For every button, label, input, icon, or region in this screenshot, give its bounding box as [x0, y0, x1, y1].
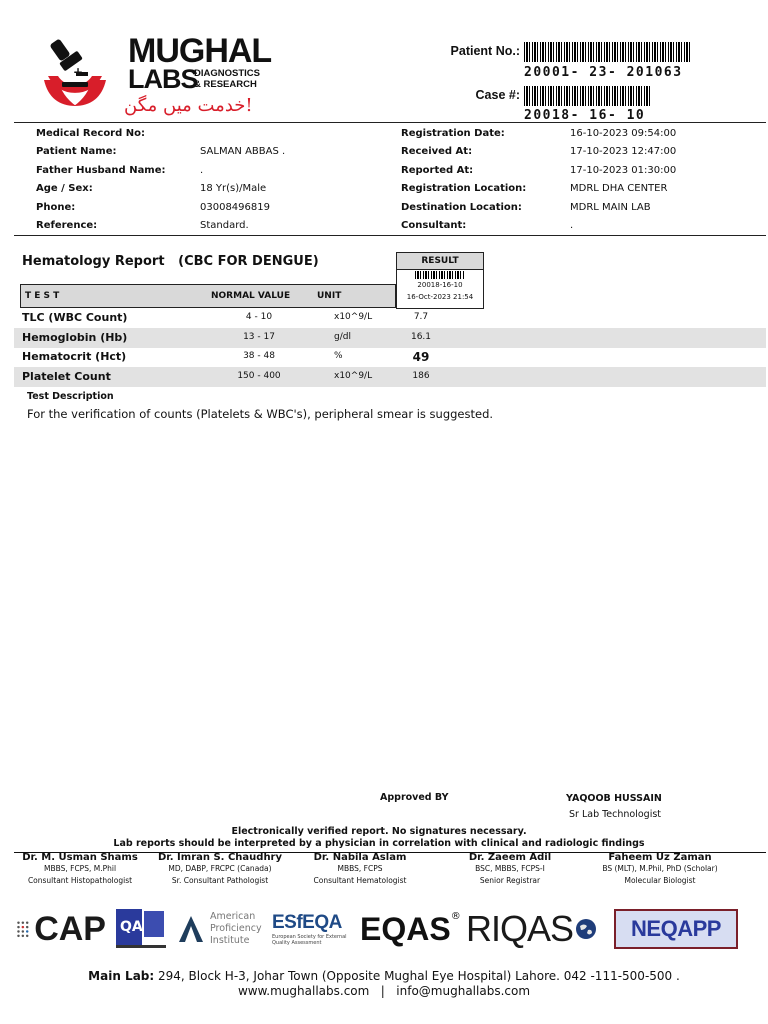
info-divider — [14, 235, 766, 236]
info-value: MDRL DHA CENTER — [570, 183, 668, 194]
info-value: 17-10-2023 01:30:00 — [570, 165, 677, 176]
test-name: Hemoglobin (Hb) — [22, 331, 128, 344]
doctor-role: Molecular Biologist — [624, 876, 696, 885]
report-title-text: Hematology Report — [22, 254, 165, 269]
info-value: . — [200, 165, 204, 176]
doctor-card — [440, 852, 580, 887]
table-row — [14, 367, 766, 387]
cap-text: CAP — [34, 909, 106, 948]
doctor-qualification: MBBS, FCPS — [337, 864, 383, 873]
info-label: Reported At: — [401, 165, 474, 176]
test-description-label: Test Description — [27, 391, 114, 402]
doctor-role: Consultant Hematologist — [313, 876, 407, 885]
registered-icon: ® — [450, 911, 461, 922]
riqas-logo — [466, 905, 606, 953]
table-row — [14, 347, 766, 367]
api-line3: Institute — [210, 935, 250, 946]
test-name: TLC (WBC Count) — [22, 311, 128, 324]
patient-no: 20001- 23- 201063 — [524, 65, 683, 80]
col-unit: UNIT — [317, 291, 342, 301]
table-header — [20, 284, 396, 308]
doctor-qualification: MBBS, FCPS, M.Phil — [43, 864, 117, 873]
info-value: MDRL MAIN LAB — [570, 202, 651, 213]
patient-barcode — [524, 42, 690, 62]
doctor-name: Dr. Imran S. Chaudhry — [157, 852, 283, 863]
doctor-qualification: MD, DABP, FRCPC (Canada) — [168, 864, 272, 873]
result-code: 20018-16-10 — [417, 281, 463, 289]
globe-icon — [575, 918, 597, 940]
col-test: T E S T — [25, 291, 60, 301]
info-value: 16-10-2023 09:54:00 — [570, 128, 677, 139]
doctor-role: Senior Registrar — [479, 876, 541, 885]
test-name: Hematocrit (Hct) — [22, 350, 127, 363]
case-label: Case #: — [475, 88, 520, 102]
normal-range: 150 - 400 — [237, 371, 281, 381]
eqas-text: EQAS — [360, 910, 451, 947]
website-link[interactable]: www.mughallabs.com — [237, 984, 370, 998]
test-name: Platelet Count — [22, 370, 111, 383]
info-value: 03008496819 — [200, 202, 270, 213]
info-label: Destination Location: — [401, 202, 522, 213]
unit: x10^9/L — [334, 312, 373, 322]
contact-separator: | — [380, 984, 385, 998]
brand-name-line2: LABS — [128, 64, 198, 94]
brand-tagline: خدمت میں مگن! — [124, 95, 253, 116]
report-subtitle: (CBC FOR DENGUE) — [178, 254, 319, 269]
api-logo — [178, 905, 264, 953]
brand-sub-line1: DIAGNOSTICS — [194, 68, 260, 79]
doctor-name: Dr. M. Usman Shams — [22, 852, 138, 863]
info-label: Patient Name: — [36, 146, 117, 157]
result-header: RESULT — [397, 253, 483, 270]
doctor-qualification: BS (MLT), M.Phil, PhD (Scholar) — [602, 864, 718, 873]
approver-name: YAQOOB HUSSAIN — [566, 793, 662, 804]
info-value: . — [570, 220, 574, 231]
result-value: 49 — [412, 350, 430, 364]
normal-range: 38 - 48 — [243, 351, 275, 361]
esfeqa-text: ESfEQA — [272, 912, 342, 933]
normal-range: 13 - 17 — [243, 332, 275, 342]
info-label: Received At: — [401, 146, 473, 157]
report-title — [22, 254, 319, 269]
result-box — [396, 252, 484, 309]
doctor-card — [150, 852, 290, 887]
case-no: 20018- 16- 10 — [524, 108, 646, 123]
api-triangle-icon — [178, 914, 204, 944]
info-label: Medical Record No: — [36, 128, 145, 139]
brand-subtitle — [194, 68, 260, 90]
unit: g/dl — [334, 332, 351, 342]
brand-name: MUGHAL — [128, 32, 272, 70]
col-normal-value: NORMAL VALUE — [211, 291, 291, 301]
table-row — [14, 328, 766, 348]
api-line1: American — [210, 911, 256, 922]
svg-text:+: + — [73, 65, 84, 79]
info-label: Father Husband Name: — [36, 165, 166, 176]
case-barcode — [524, 86, 652, 106]
main-lab-address — [0, 969, 768, 983]
esfeqa-subtext: European Society for External Quality Assessment — [272, 934, 347, 946]
cap-dots-icon — [16, 914, 32, 944]
info-value: 18 Yr(s)/Male — [200, 183, 267, 194]
api-line2: Proficiency — [210, 923, 262, 934]
result-value: 7.7 — [413, 312, 429, 322]
doctor-name: Dr. Zaeem Adil — [468, 852, 552, 863]
doctor-card — [585, 852, 735, 887]
result-value: 186 — [412, 371, 430, 381]
cap-logo — [16, 905, 106, 953]
doctor-name: Dr. Nabila Aslam — [313, 852, 407, 863]
patient-no-label: Patient No.: — [450, 44, 520, 58]
qa-logo — [116, 905, 168, 953]
svg-text:QA: QA — [120, 919, 143, 935]
main-lab-label: Main Lab: — [88, 969, 155, 983]
normal-range: 4 - 10 — [245, 312, 273, 322]
riqas-text: RIQAS — [466, 908, 574, 949]
doctor-role: Consultant Histopathologist — [27, 876, 133, 885]
unit: % — [334, 351, 343, 361]
approved-by-label: Approved BY — [380, 792, 449, 803]
info-label: Consultant: — [401, 220, 467, 231]
table-row — [14, 308, 766, 328]
neqapp-logo — [614, 905, 738, 953]
esfeqa-logo — [272, 905, 352, 953]
doctor-qualification: BSC, MBBS, FCPS-I — [475, 864, 545, 873]
unit: x10^9/L — [334, 371, 373, 381]
info-value: Standard. — [200, 220, 249, 231]
interpretation-notice: Lab reports should be interpreted by a physician in correlation with clinical and radiologic findings — [113, 838, 645, 849]
info-value: SALMAN ABBAS . — [200, 146, 286, 157]
brand-sub-line2: & RESEARCH — [194, 79, 257, 90]
eqas-logo — [360, 905, 461, 953]
info-label: Phone: — [36, 202, 76, 213]
approver-role: Sr Lab Technologist — [569, 809, 662, 820]
info-value: 17-10-2023 12:47:00 — [570, 146, 677, 157]
doctor-role: Sr. Consultant Pathologist — [171, 876, 269, 885]
info-label: Registration Date: — [401, 128, 505, 139]
info-label: Age / Sex: — [36, 183, 93, 194]
verification-notice: Electronically verified report. No signatures necessary. — [231, 826, 527, 837]
doctor-name: Faheem Uz Zaman — [608, 852, 712, 863]
contact-line — [0, 984, 768, 998]
info-label: Registration Location: — [401, 183, 527, 194]
doctor-card — [10, 852, 150, 887]
neqapp-text: NEQAPP — [631, 916, 721, 941]
info-label: Reference: — [36, 220, 98, 231]
result-barcode — [415, 271, 465, 279]
test-description-text: For the verification of counts (Platelets & WBC's), peripheral smear is suggested. — [27, 407, 494, 421]
lab-logo-icon — [40, 36, 110, 106]
result-value: 16.1 — [410, 332, 432, 342]
result-datetime: 16-Oct-2023 21:54 — [406, 293, 474, 301]
header-divider — [14, 122, 766, 123]
email-link[interactable]: info@mughallabs.com — [396, 984, 531, 998]
main-lab-text: 294, Block H-3, Johar Town (Opposite Mughal Eye Hospital) Lahore. 042 -111-500-500 . — [154, 969, 680, 983]
doctor-card — [290, 852, 430, 887]
